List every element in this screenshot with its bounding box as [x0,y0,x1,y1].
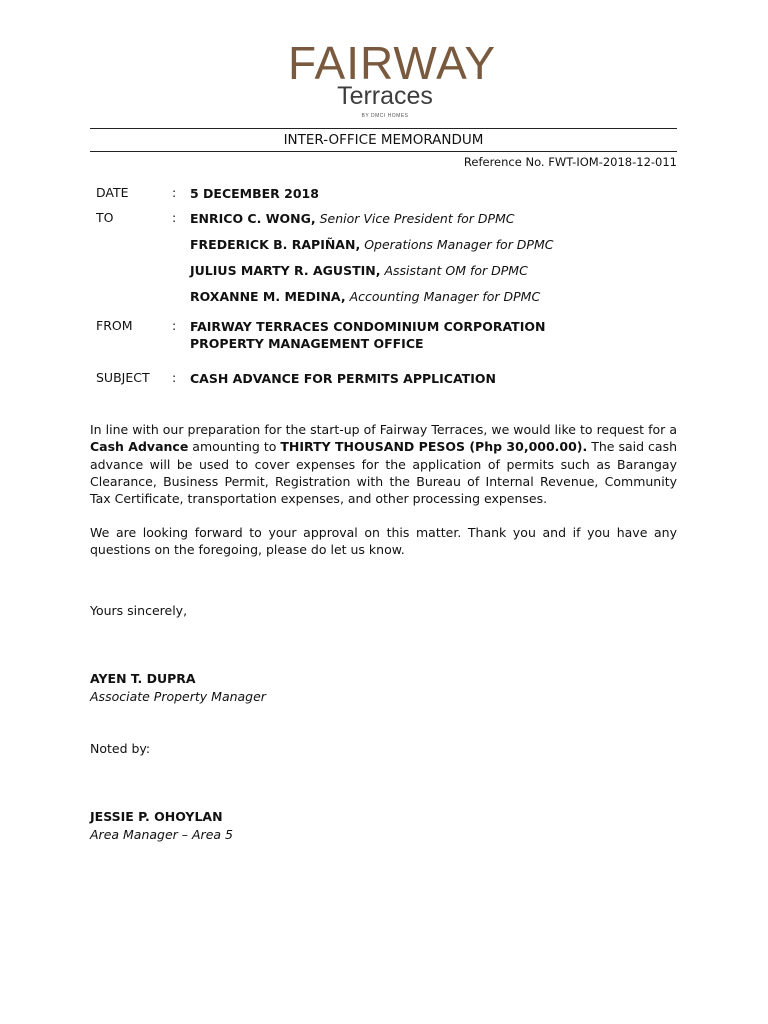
body-paragraph-2: We are looking forward to your approval on this matter. Thank you and if you have any questions on the foregoing, please do let us know. [90,525,677,558]
to-colon: : [172,210,177,225]
from-line-2: PROPERTY MANAGEMENT OFFICE [190,336,424,351]
top-rule [90,128,677,129]
reference-number: Reference No. FWT-IOM-2018-12-011 [463,155,677,169]
date-label: DATE [96,185,129,200]
logo-sub-text: Terraces [337,82,433,110]
subject-label: SUBJECT [96,370,150,385]
bottom-rule [90,151,677,152]
recipient-name: FREDERICK B. RAPIÑAN, [190,237,361,252]
noter-name: JESSIE P. OHOYLAN [90,809,223,824]
recipient-4 [190,288,540,305]
subject-colon: : [172,370,177,385]
p1-amount: THIRTY THOUSAND PESOS (Php 30,000.00). [280,439,588,455]
logo-tagline: BY DMCI HOMES [361,113,409,119]
body-paragraph-1 [90,421,677,507]
noter-title: Area Manager – Area 5 [90,827,233,842]
noted-by-label: Noted by: [90,741,151,756]
p1-cash-advance: Cash Advance [90,439,189,455]
from-line-1: FAIRWAY TERRACES CONDOMINIUM CORPORATION [190,319,546,334]
logo-main-text: FAIRWAY [288,37,497,89]
recipient-name: ENRICO C. WONG, [190,211,316,226]
salutation: Yours sincerely, [90,603,188,618]
from-colon: : [172,318,177,333]
recipient-name: ROXANNE M. MEDINA, [190,289,346,304]
date-colon: : [172,185,177,200]
p1-text-e: The said cash advance will be used to cover expenses for the application of permits such as Barangay Clearance, Business Permit, Registration with the Bureau of Internal Revenue, Community Tax Certificate, transportation expenses, and other processing expenses. [90,439,678,507]
recipient-name: JULIUS MARTY R. AGUSTIN, [190,263,381,278]
recipient-2 [190,236,553,253]
recipient-role: Accounting Manager for DPMC [349,289,541,304]
subject-value: CASH ADVANCE FOR PERMITS APPLICATION [190,371,496,386]
recipient-role: Senior Vice President for DPMC [319,211,515,226]
signer-name: AYEN T. DUPRA [90,671,196,686]
memo-title: INTER-OFFICE MEMORANDUM [283,132,484,148]
recipient-role: Operations Manager for DPMC [364,237,554,252]
signer-title: Associate Property Manager [90,689,266,704]
company-logo [288,37,497,126]
p1-text-c: amounting to [188,439,281,455]
recipient-1 [190,210,515,227]
p1-text-a: In line with our preparation for the start-up of Fairway Terraces, we would like to request for a [90,422,677,437]
date-value: 5 DECEMBER 2018 [190,186,319,201]
from-label: FROM [96,318,133,333]
recipient-3 [190,262,528,279]
to-label: TO [96,210,114,225]
recipient-role: Assistant OM for DPMC [384,263,528,278]
